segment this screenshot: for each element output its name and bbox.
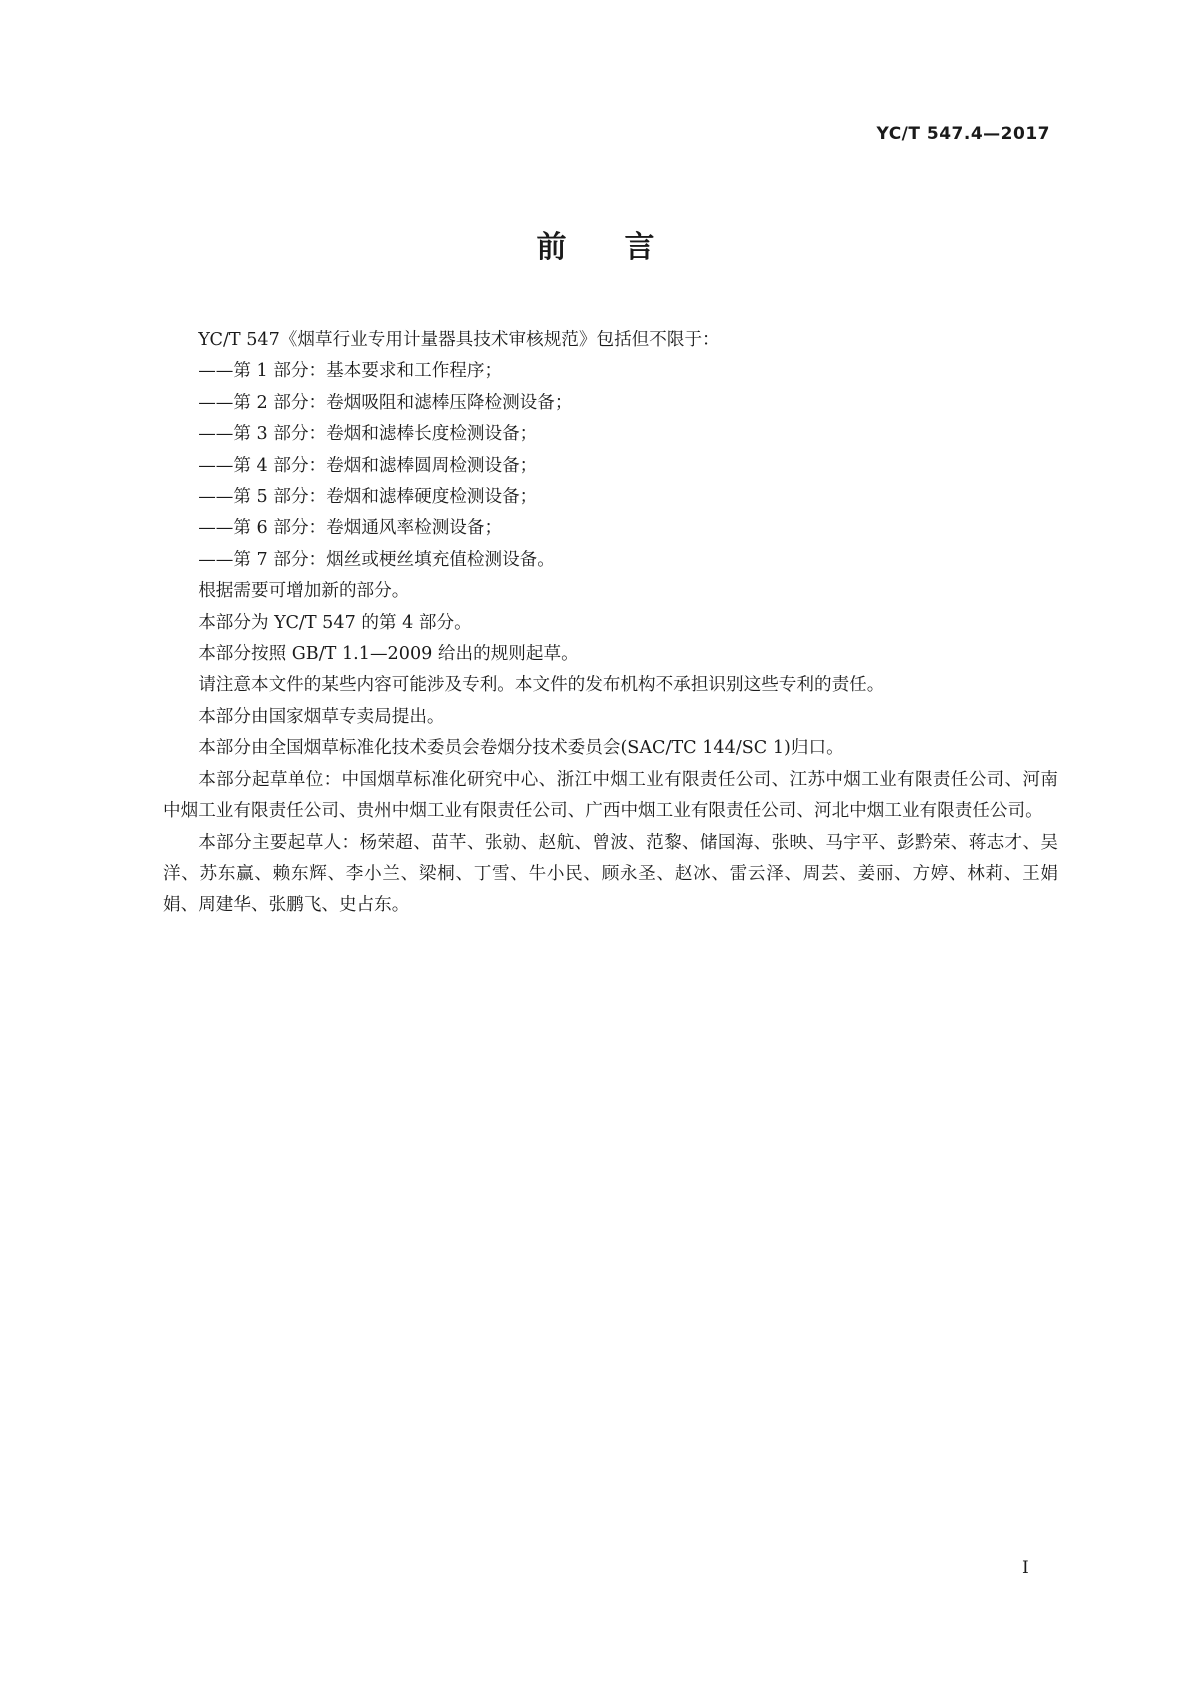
part-list-item: ——第 5 部分：卷烟和滤棒硬度检测设备；	[198, 487, 538, 508]
part-list-item: ——第 1 部分：基本要求和工作程序；	[198, 361, 503, 382]
paragraph-drafting-rules: 本部分按照 GB/T 1.1—2009 给出的规则起草。	[198, 644, 579, 665]
intro-paragraph: YC/T 547《烟草行业专用计量器具技术审核规范》包括但不限于：	[198, 330, 720, 350]
part-list-item: ——第 6 部分：卷烟通风率检测设备；	[198, 518, 503, 539]
part-list-item: ——第 3 部分：卷烟和滤棒长度检测设备；	[198, 424, 538, 445]
paragraph-new-parts: 根据需要可增加新的部分。	[198, 581, 410, 602]
foreword-body	[163, 325, 1058, 922]
paragraph-drafting-units: 本部分起草单位：中国烟草标准化研究中心、浙江中烟工业有限责任公司、江苏中烟工业有限责任公司、河南中烟工业有限责任公司、贵州中烟工业有限责任公司、广西中烟工业有限责任公司、河北中烟工业有限责任公司。	[163, 769, 1058, 822]
paragraph-drafters: 本部分主要起草人：杨荣超、苗芊、张勍、赵航、曾波、范黎、储国海、张映、马宇平、彭黔荣、蒋志才、吴洋、苏东赢、赖东辉、李小兰、梁桐、丁雪、牛小民、顾永圣、赵冰、雷云泽、周芸、姜丽、方婷、林莉、王娟娟、周建华、张鹏飞、史占东。	[163, 832, 1058, 916]
paragraph-proposer: 本部分由国家烟草专卖局提出。	[198, 706, 445, 727]
page-title: 前言	[536, 230, 713, 265]
part-list-item: ——第 4 部分：卷烟和滤棒圆周检测设备；	[198, 455, 538, 476]
page-number: I	[1022, 1558, 1029, 1578]
part-list-item: ——第 7 部分：烟丝或梗丝填充值检测设备。	[198, 549, 555, 570]
document-id: YC/T 547.4—2017	[876, 124, 1050, 144]
paragraph-patent-notice: 请注意本文件的某些内容可能涉及专利。本文件的发布机构不承担识别这些专利的责任。	[198, 675, 885, 696]
paragraph-committee: 本部分由全国烟草标准化技术委员会卷烟分技术委员会(SAC/TC 144/SC 1)归口。	[198, 738, 844, 759]
paragraph-part-number: 本部分为 YC/T 547 的第 4 部分。	[198, 612, 472, 633]
part-list-item: ——第 2 部分：卷烟吸阻和滤棒压降检测设备；	[198, 392, 573, 413]
